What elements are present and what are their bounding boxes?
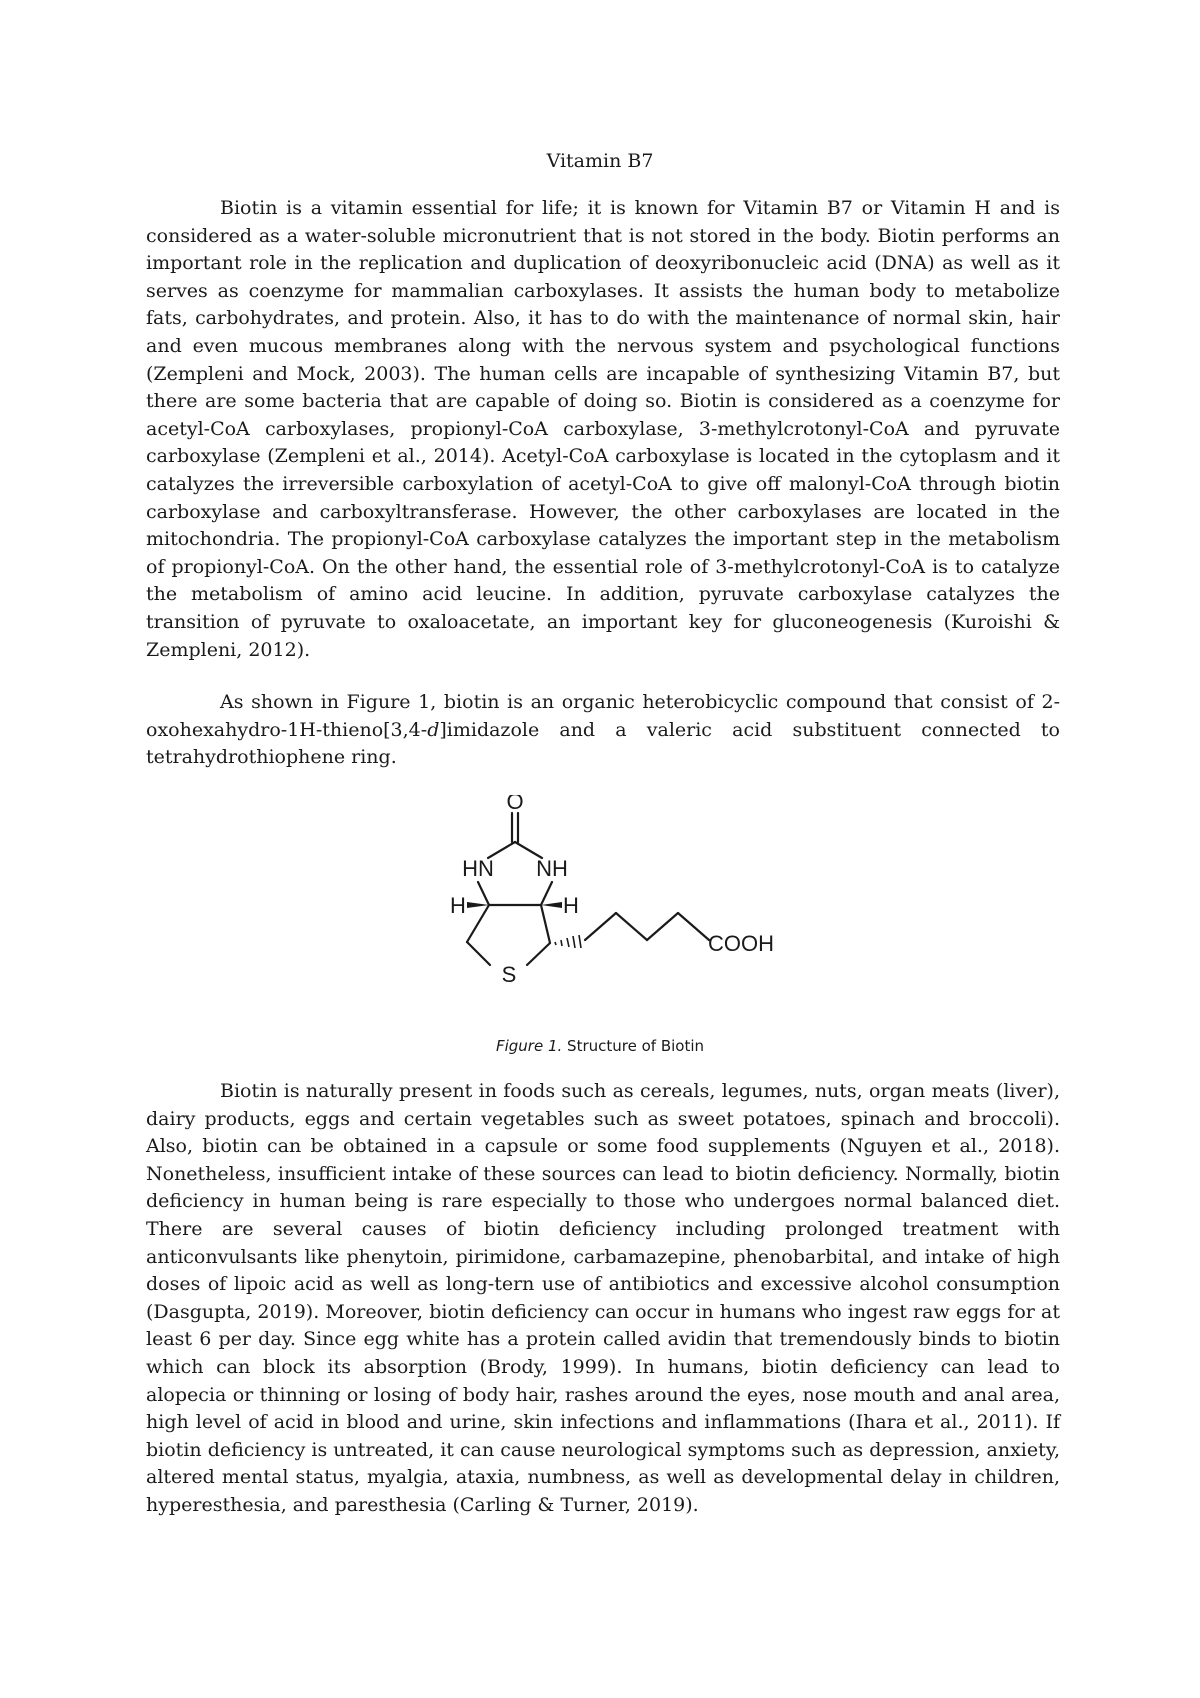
atom-label-oxygen: O bbox=[506, 795, 524, 814]
bond-ring-right bbox=[541, 905, 550, 943]
atom-label-carboxylic-acid: COOH bbox=[708, 931, 774, 956]
figure-caption-text: Structure of Biotin bbox=[562, 1037, 705, 1055]
wedge-bond-right bbox=[541, 902, 562, 908]
atom-label-h-right: H bbox=[563, 893, 579, 918]
paragraph-biotin-sources-deficiency: Biotin is naturally present in foods such as cereals, legumes, nuts, organ meats (liver), dairy products, eggs and certain vegetables such as sweet potatoes, spinach and broccoli). Also, biotin can be obtained in a capsule or some food supplements (Nguyen et al., 2018). Nonetheless, insufficient intake of these sources can lead to biotin deficiency. Normally, biotin deficiency in human being is rare especially to those who undergoes normal balanced diet. There are several causes of biotin deficiency including prolonged treatment with anticonvulsants like phenytoin, pirimidone, carbamazepine, phenobarbital, and intake of high doses of lipoic acid as well as long-tern use of antibiotics and excessive alcohol consumption (Dasgupta, 2019). Moreover, biotin deficiency can occur in humans who ingest raw eggs for at least 6 per day. Since egg white has a protein called avidin that tremendously binds to biotin which can block its absorption (Brody, 1999). In humans, biotin deficiency can lead to alopecia or thinning or losing of body hair, rashes around the eyes, nose mouth and anal area, high level of acid in blood and urine, skin infections and inflammations (Ihara et al., 2011). If biotin deficiency is untreated, it can cause neurological symptoms such as depression, anxiety, altered mental status, myalgia, ataxia, numbness, as well as developmental delay in children, hyperesthesia, and paresthesia (Carling & Turner, 2019). bbox=[146, 1080, 1060, 1516]
bond-ch-s bbox=[527, 943, 550, 965]
atom-label-nh-right: NH bbox=[536, 856, 568, 881]
document-title: Vitamin B7 bbox=[546, 150, 654, 172]
figure-intro-italic: d bbox=[427, 718, 440, 741]
paragraph-biotin-overview: Biotin is a vitamin essential for life; it is known for Vitamin B7 or Vitamin H and is considered as a water-soluble micronutrient that is not stored in the body. Biotin performs an important role in the replication and duplication of deoxyribonucleic acid (DNA) as well as it serves as coenzyme for mammalian carboxylases. It assists the human body to metabolize fats, carbohydrates, and protein. Also, it has to do with the maintenance of normal skin, hair and even mucous membranes along with the nervous system and psychological functions (Zempleni and Mock, 2003). The human cells are incapable of synthesizing Vitamin B7, but there are some bacteria that are capable of doing so. Biotin is considered as a coenzyme for acetyl-CoA carboxylases, propionyl-CoA carboxylase, 3-methylcrotonyl-CoA and pyruvate carboxylase (Zempleni et al., 2014). Acetyl-CoA carboxylase is located in the cytoplasm and it catalyzes the irreversible carboxylation of acetyl-CoA to give off malonyl-CoA through biotin carboxylase and carboxyltransferase. However, the other carboxylases are located in the mitochondria. The propionyl-CoA carboxylase catalyzes the important step in the metabolism of propionyl-CoA. On the other hand, the essential role of 3-methylcrotonyl-CoA is to catalyze the metabolism of amino acid leucine. In addition, pyruvate carboxylase catalyzes the transition of pyruvate to oxaloacetate, an important key for gluconeogenesis (Kuroishi & Zempleni, 2012). bbox=[146, 197, 1060, 661]
bond-ring-left bbox=[467, 905, 489, 942]
hashed-wedge-bond bbox=[555, 935, 581, 948]
bond-ch2-s bbox=[467, 942, 490, 965]
biotin-structure-figure bbox=[420, 795, 800, 1025]
chain-bond-4 bbox=[678, 913, 709, 940]
atom-label-nh-left: HN bbox=[462, 856, 494, 881]
paragraph-figure-intro bbox=[146, 689, 1060, 772]
figure-intro-text-end: ]imidazole and a valeric acid substituent connected to tetrahydrothiophene ring. bbox=[146, 718, 1060, 769]
figure-intro-text-start: As shown in Figure 1, biotin is an organic heterobicyclic compound that consist of 2-oxohexahydro-1H-thieno[3,4- bbox=[146, 691, 1060, 741]
atom-label-h-left: H bbox=[450, 893, 466, 918]
bond-nh-right-ch bbox=[541, 882, 552, 905]
wedge-bond-left bbox=[467, 902, 489, 908]
biotin-structure-diagram bbox=[420, 795, 800, 1025]
bond-nh-left-ch bbox=[478, 882, 489, 905]
figure-caption-label: Figure 1. bbox=[495, 1037, 563, 1055]
chain-bond-3 bbox=[647, 913, 678, 940]
figure-caption bbox=[0, 1037, 1200, 1055]
atom-label-sulfur: S bbox=[501, 962, 517, 987]
chain-bond-1 bbox=[585, 913, 616, 940]
chain-bond-2 bbox=[616, 913, 647, 940]
